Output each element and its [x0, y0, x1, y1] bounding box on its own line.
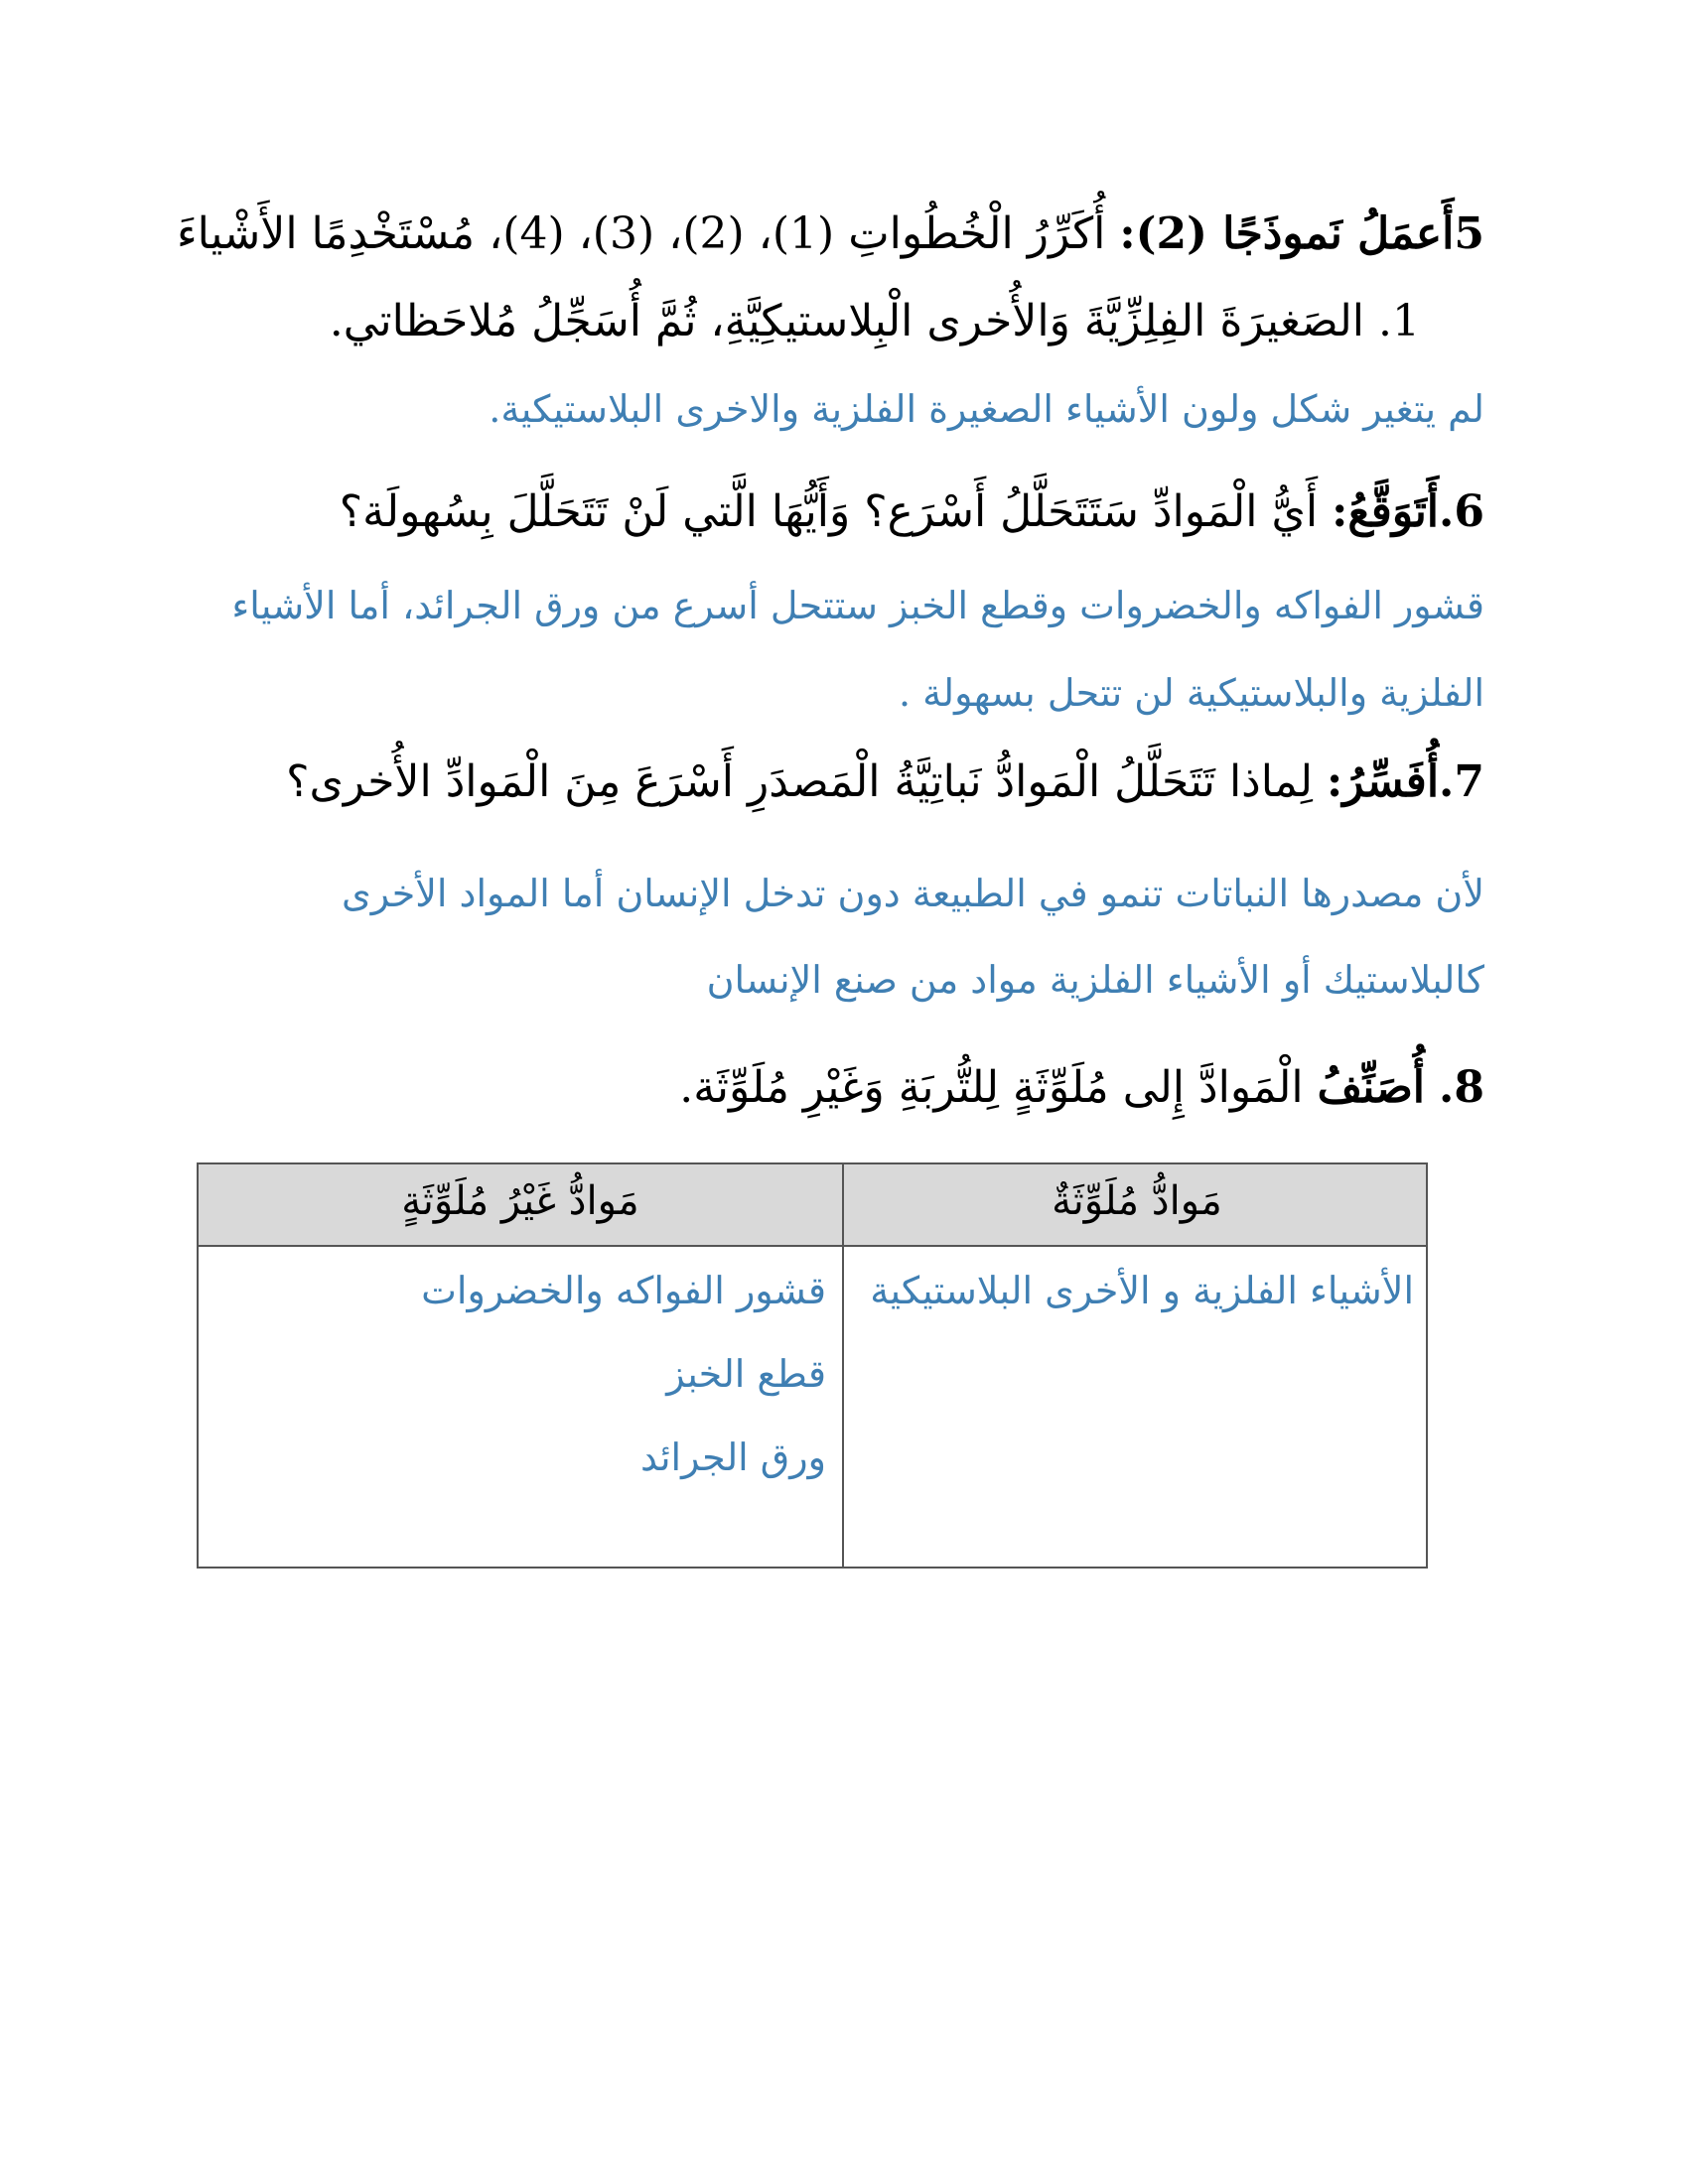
question-6-answer-line-2: الفلزية والبلاستيكية لن تتحل بسهولة . [899, 671, 1484, 715]
question-5 [164, 208, 1484, 259]
question-6-answer-line-1: قشور الفواكه والخضروات وقطع الخبز ستتحل أسرع من ورق الجرائد، أما الأشياء [231, 584, 1484, 627]
question-7-number: 7. [1439, 756, 1484, 807]
non-polluting-item: قشور الفواكه والخضروات [421, 1269, 826, 1312]
question-5-answer: لم يتغير شكل ولون الأشياء الصغيرة الفلزية والاخرى البلاستيكية. [489, 387, 1484, 431]
question-7-answer-line-2: كالبلاستيك أو الأشياء الفلزية مواد من صنع الإنسان [706, 958, 1484, 1002]
non-polluting-item: ورق الجرائد [640, 1435, 826, 1479]
header-non-polluting: مَوادُّ غَيْرُ مُلَوِّثَةٍ [401, 1178, 639, 1224]
question-5-text: أُكَرِّرُ الْخُطُواتِ (1)، (2)، (3)، (4)، مُسْتَخْدِمًا الأَشْياءَ [176, 208, 1120, 259]
polluting-item: الأشياء الفلزية و الأخرى البلاستيكية [870, 1269, 1414, 1312]
question-8-label: أُصَنِّفُ [1317, 1062, 1426, 1113]
header-polluting: مَوادُّ مُلَوِّثَةٌ [1052, 1178, 1222, 1224]
question-7-text: لِماذا تَتَحَلَّلُ الْمَوادُّ نَباتِيَّةُ الْمَصدَرِ أَسْرَعَ مِنَ الْمَوادِّ الأُخرى؟ [286, 756, 1328, 807]
question-7-answer-line-1: لأن مصدرها النباتات تنمو في الطبيعة دون تدخل الإنسان أما المواد الأخرى [342, 872, 1484, 915]
question-7-label: أُفَسِّرُ: [1327, 756, 1440, 807]
table-column-divider [842, 1164, 844, 1567]
question-5-number: 5 [1454, 208, 1484, 259]
question-7 [164, 756, 1484, 807]
question-6-label: أَتَوَقَّعُ: [1332, 486, 1440, 537]
question-8 [164, 1062, 1484, 1113]
question-8-number: 8. [1439, 1062, 1484, 1113]
question-5-label: أَعمَلُ نَموذَجًا (2): [1119, 208, 1455, 259]
question-6 [164, 486, 1484, 537]
non-polluting-cell [211, 1260, 826, 1510]
question-6-number: 6. [1439, 486, 1484, 537]
classification-table [197, 1162, 1428, 1569]
non-polluting-item: قطع الخبز [666, 1352, 826, 1396]
question-6-text: أَيُّ الْمَوادِّ سَتَتَحَلَّلُ أَسْرَع؟ وَأَيُّهَا الَّتي لَنْ تَتَحَلَّلَ بِسُهولَة؟ [339, 486, 1333, 537]
question-8-text: الْمَوادَّ إِلى مُلَوِّثَةٍ لِلتُّربَةِ وَغَيْرِ مُلَوِّثَة. [679, 1062, 1318, 1113]
polluting-cell [843, 1260, 1414, 1343]
question-5-line-2: 1. الصَغيرَةَ الفِلِزِّيَّةَ وَالأُخرى الْبِلاستيكِيَّةِ، ثُمَّ أُسَجِّلُ مُلاحَظاتي. [329, 296, 1420, 346]
